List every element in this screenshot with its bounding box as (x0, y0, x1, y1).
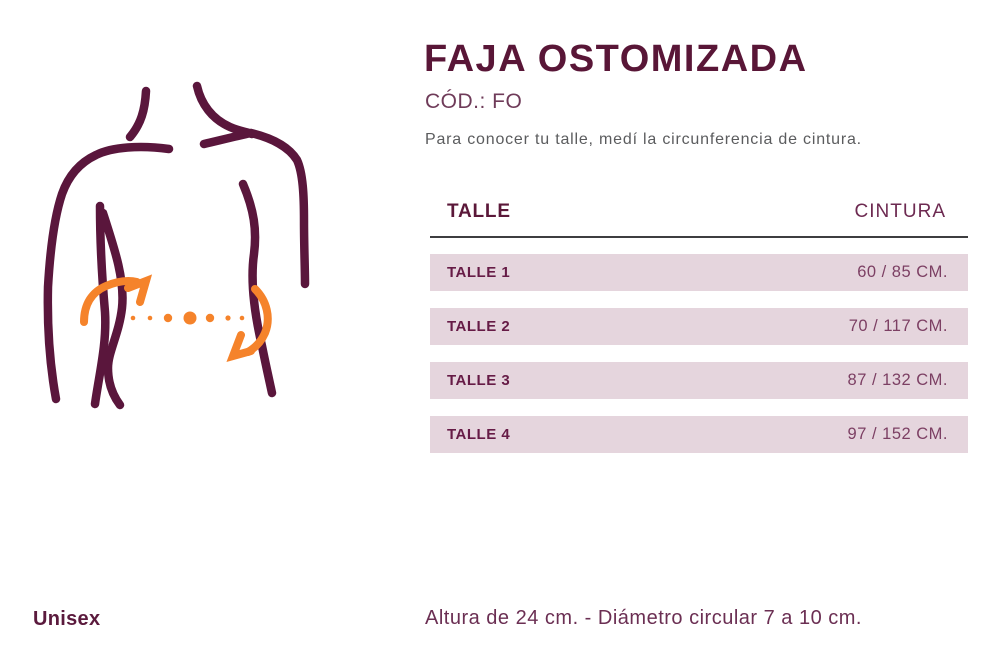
size-table-header (430, 201, 968, 223)
waist-dotted-line (131, 312, 245, 325)
waist-range: 97 / 152 CM. (847, 425, 948, 443)
size-label: TALLE 1 (447, 264, 511, 281)
gender-label: Unisex (33, 608, 101, 630)
column-header-talle: TALLE (447, 201, 511, 222)
measure-arrow-left-icon (84, 281, 146, 322)
table-row (430, 416, 968, 453)
measurement-instruction: Para conocer tu talle, medí la circunferencia de cintura. (425, 131, 862, 148)
column-header-cintura: CINTURA (854, 201, 946, 222)
size-label: TALLE 4 (447, 426, 511, 443)
page-title: FAJA OSTOMIZADA (424, 38, 808, 80)
torso-body-lines (48, 86, 305, 405)
waist-range: 87 / 132 CM. (847, 371, 948, 389)
size-label: TALLE 3 (447, 372, 511, 389)
size-label: TALLE 2 (447, 318, 511, 335)
waist-range: 70 / 117 CM. (848, 317, 948, 335)
torso-illustration (25, 70, 345, 420)
table-row (430, 362, 968, 399)
table-row (430, 308, 968, 345)
product-code: CÓD.: FO (425, 90, 523, 113)
table-header-rule (430, 236, 968, 238)
table-row (430, 254, 968, 291)
dimensions-note: Altura de 24 cm. - Diámetro circular 7 a 10 cm. (425, 607, 862, 629)
waist-range: 60 / 85 CM. (857, 263, 948, 281)
